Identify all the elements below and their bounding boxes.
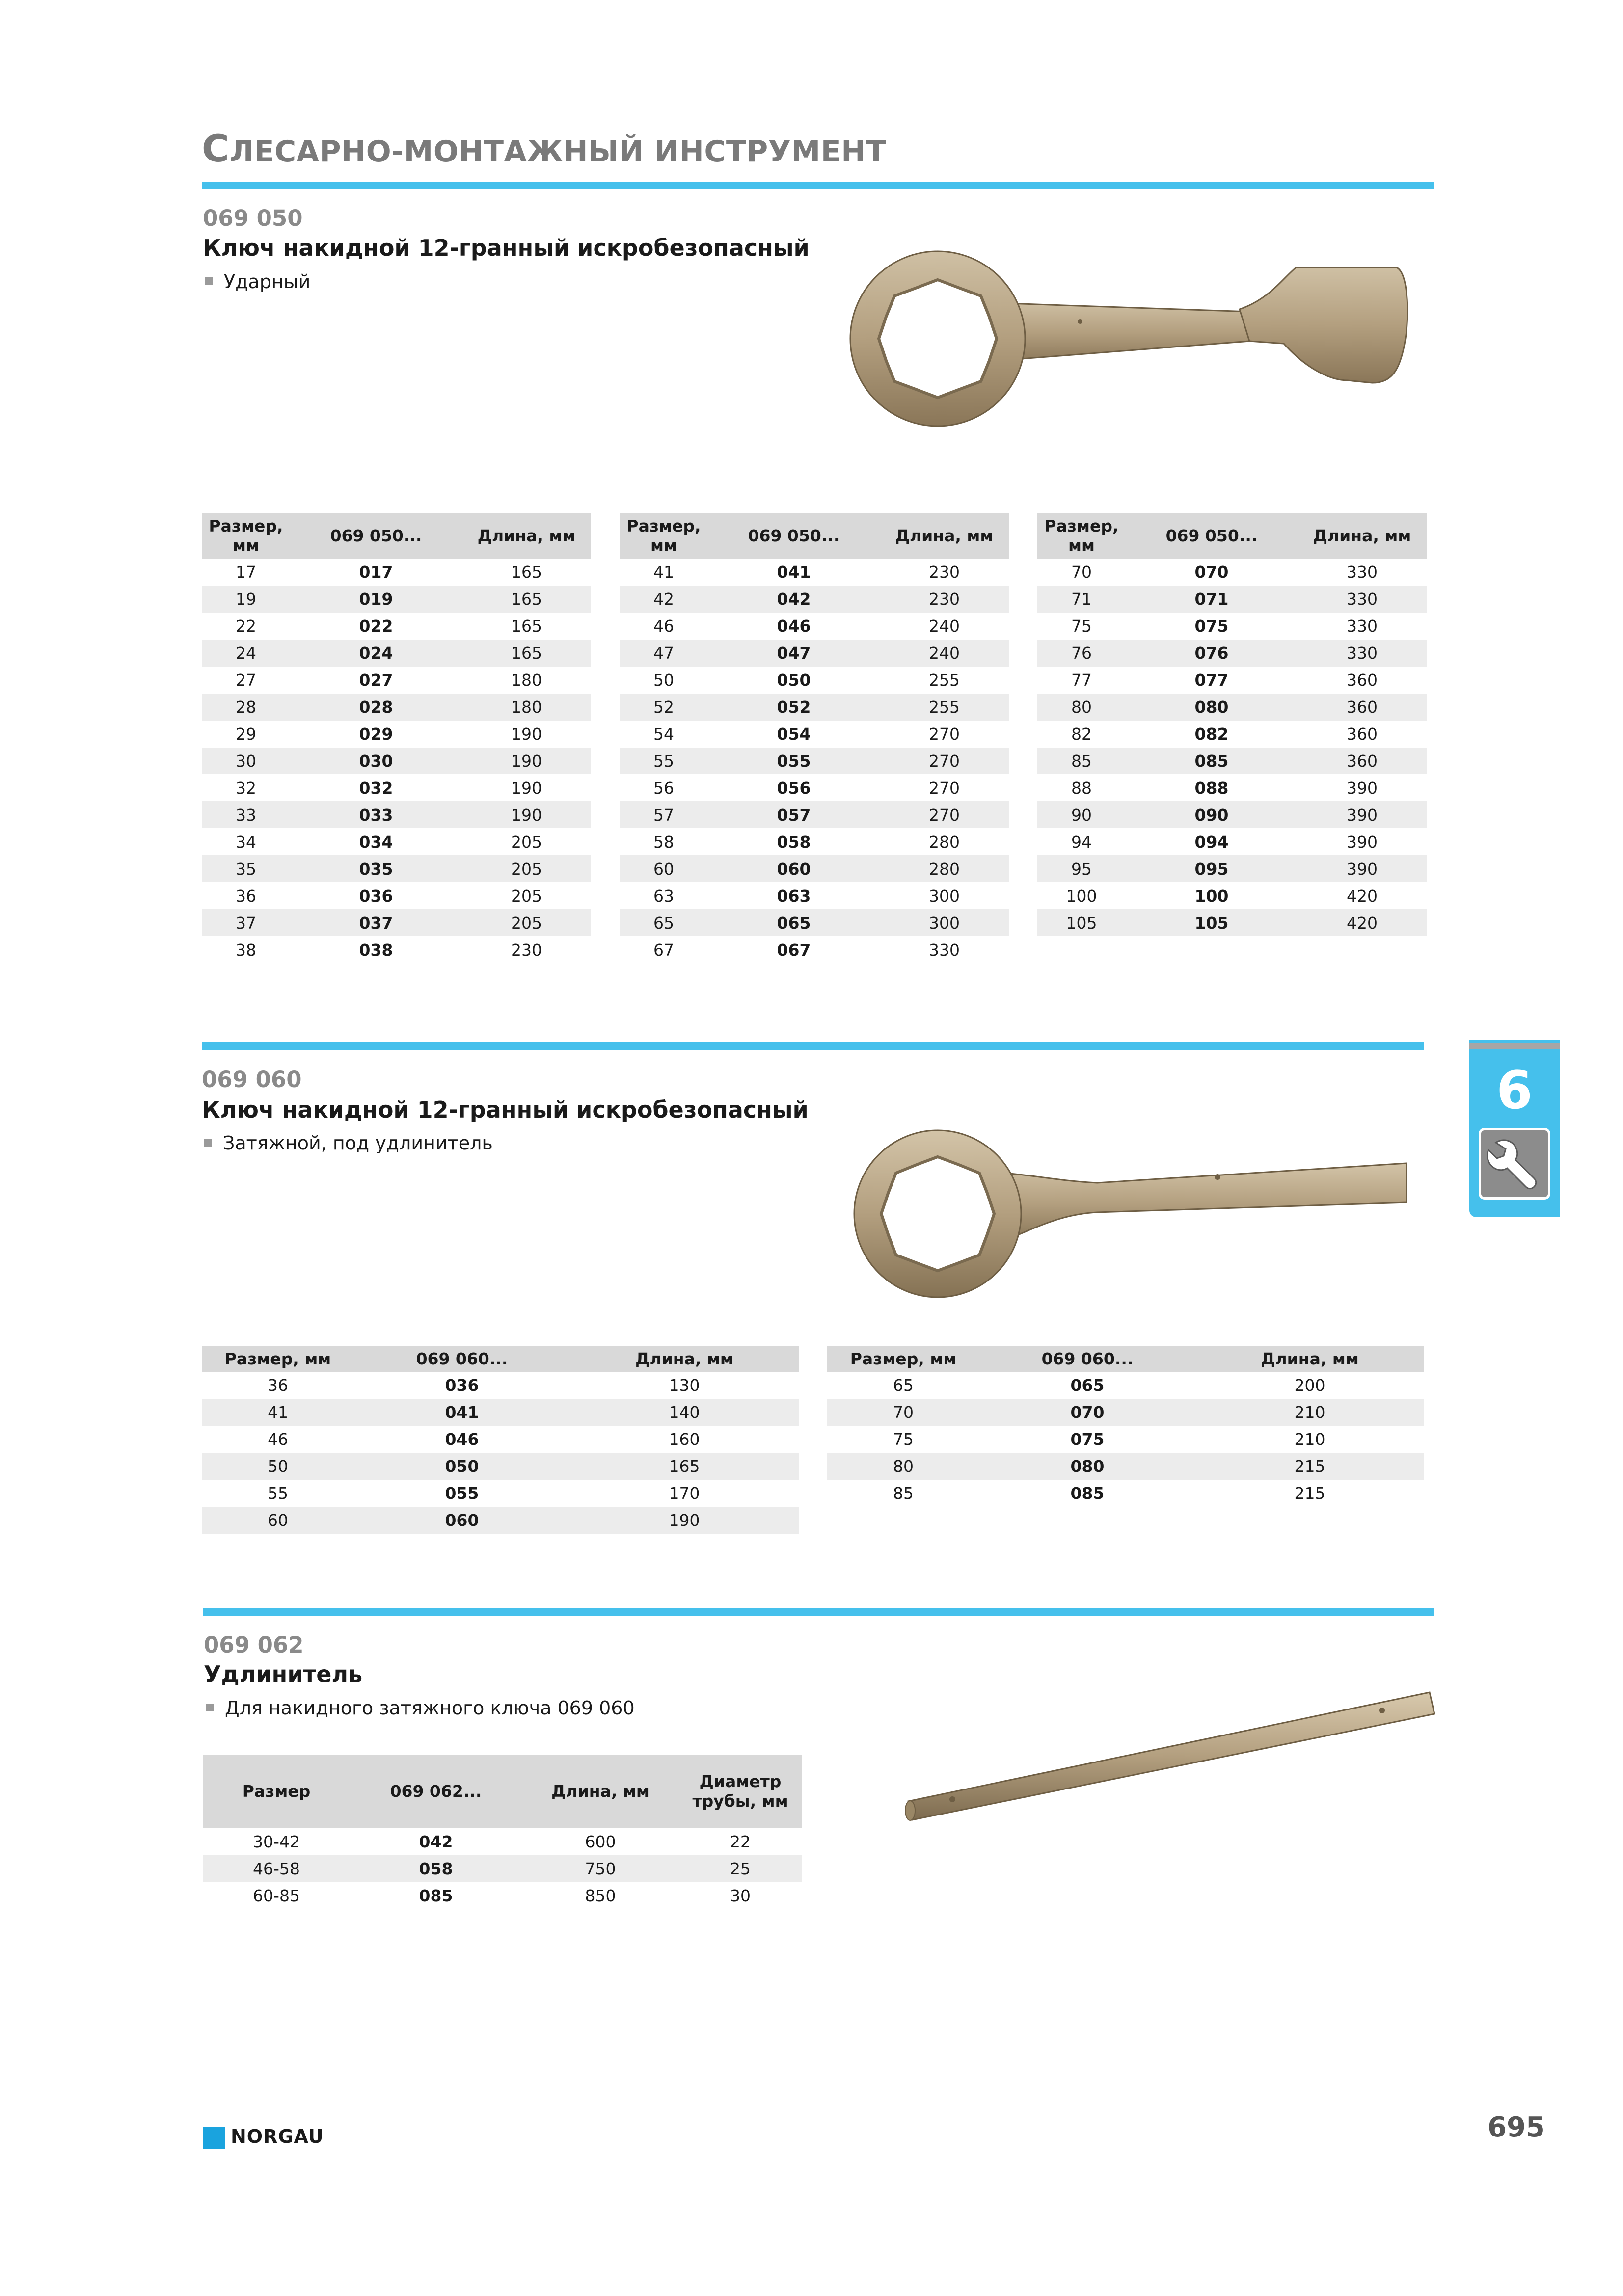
article-cell: 024: [290, 640, 462, 667]
length-cell: 215: [1195, 1453, 1424, 1480]
product-title: Ключ накидной 12-гранный искробезопасный: [202, 1096, 809, 1123]
article-cell: 041: [354, 1399, 570, 1426]
brand-logo-text: NORGAU: [231, 2126, 324, 2147]
article-cell: 063: [777, 886, 811, 906]
size-cell: 54: [653, 724, 674, 744]
table-row: [202, 936, 591, 963]
article-cell: 060: [708, 855, 880, 882]
tightening-wrench-image: [842, 1126, 1421, 1308]
table-row: [620, 667, 1009, 694]
length-cell: 205: [511, 886, 542, 906]
article-cell: 070: [979, 1399, 1195, 1426]
size-cell: 60: [202, 1507, 354, 1534]
size-cell: 77: [1071, 670, 1092, 690]
article-cell: 060: [354, 1507, 570, 1534]
length-cell: 165: [570, 1453, 799, 1480]
chapter-tab-topline: [1469, 1043, 1560, 1049]
article-cell: 050: [777, 670, 811, 690]
length-cell: 280: [880, 855, 1009, 882]
size-cell: 30-42: [253, 1832, 300, 1851]
length-cell: 390: [1347, 778, 1378, 798]
size-cell: 105: [1037, 909, 1126, 936]
product-feature: Затяжной, под удлинитель: [204, 1132, 493, 1154]
article-cell: 076: [1126, 640, 1298, 667]
length-cell: 200: [1294, 1376, 1325, 1395]
size-cell: 75: [1071, 616, 1092, 636]
table-row: [202, 586, 591, 613]
page-title: [202, 127, 886, 170]
column-header-article: 069 050...: [708, 513, 880, 559]
size-cell: 80: [827, 1453, 979, 1480]
column-header-length: Длина, мм: [1195, 1346, 1424, 1372]
product-feature: Для накидного затяжного ключа 069 060: [206, 1697, 635, 1719]
article-cell: 075: [1070, 1430, 1105, 1449]
size-cell: 17: [236, 562, 256, 582]
size-cell: 63: [653, 886, 674, 906]
size-cell: 36: [268, 1376, 288, 1395]
article-cell: 057: [708, 801, 880, 828]
striking-wrench-image: [842, 243, 1421, 429]
article-cell: 046: [777, 616, 811, 636]
column-header-article: 069 050...: [1126, 513, 1298, 559]
article-cell: 070: [1194, 562, 1229, 582]
column-header-size: Размер: [203, 1755, 350, 1828]
table-row: [620, 694, 1009, 721]
length-cell: 210: [1294, 1430, 1325, 1449]
length-cell: 850: [585, 1886, 616, 1905]
product-code: 069 062: [204, 1632, 304, 1658]
length-cell: 205: [462, 909, 591, 936]
article-cell: 037: [290, 909, 462, 936]
size-cell: 27: [236, 670, 256, 690]
table-row: [1037, 748, 1427, 774]
size-cell: 24: [202, 640, 290, 667]
size-cell: 60: [620, 855, 708, 882]
column-header-article: 069 060...: [979, 1346, 1195, 1372]
article-cell: 052: [708, 694, 880, 721]
table-row: [827, 1399, 1424, 1426]
table-row: [827, 1372, 1424, 1399]
size-cell: 50: [653, 670, 674, 690]
article-cell: 036: [445, 1376, 479, 1395]
length-cell: 240: [880, 640, 1009, 667]
length-cell: 390: [1347, 832, 1378, 852]
size-cell: 29: [236, 724, 256, 744]
table-row: [620, 936, 1009, 963]
article-cell: 036: [359, 886, 393, 906]
size-cell: 22: [236, 616, 256, 636]
section-divider: [202, 1042, 1424, 1050]
column-header-size: Размер, мм: [202, 1346, 354, 1372]
article-cell: 017: [359, 562, 393, 582]
table-row: [1037, 559, 1427, 586]
length-cell: 330: [1298, 640, 1427, 667]
table-row: [202, 1399, 799, 1426]
size-cell: 58: [653, 832, 674, 852]
table-row: [202, 559, 591, 586]
table-row: [202, 801, 591, 828]
length-cell: 255: [880, 694, 1009, 721]
length-cell: 190: [462, 748, 591, 774]
spec-table-069060-part1: [202, 1346, 799, 1534]
length-cell: 165: [462, 586, 591, 613]
table-row: [827, 1426, 1424, 1453]
article-cell: 028: [290, 694, 462, 721]
table-row: [203, 1882, 802, 1909]
table-row: [620, 586, 1009, 613]
length-cell: 165: [511, 616, 542, 636]
table-row: [620, 828, 1009, 855]
table-row: [202, 1426, 799, 1453]
size-cell: 67: [653, 940, 674, 960]
length-cell: 230: [929, 562, 960, 582]
article-cell: 042: [419, 1832, 453, 1851]
size-cell: 19: [202, 586, 290, 613]
table-row: [202, 667, 591, 694]
size-cell: 52: [620, 694, 708, 721]
length-cell: 165: [511, 562, 542, 582]
column-header-size: Размер, мм: [620, 513, 708, 559]
length-cell: 330: [929, 940, 960, 960]
table-row: [202, 613, 591, 640]
article-cell: 038: [359, 940, 393, 960]
table-row: [202, 909, 591, 936]
table-row: [1037, 640, 1427, 667]
spec-table-069050-part3: [1037, 513, 1427, 936]
spec-table-069050-part2: [620, 513, 1009, 963]
column-header-length: Длина, мм: [1298, 513, 1427, 559]
length-cell: 300: [929, 886, 960, 906]
table-row: [620, 855, 1009, 882]
length-cell: 240: [929, 616, 960, 636]
table-row: [203, 1855, 802, 1882]
size-cell: 80: [1037, 694, 1126, 721]
column-header-length: Длина, мм: [462, 513, 591, 559]
article-cell: 077: [1194, 670, 1229, 690]
size-cell: 41: [202, 1399, 354, 1426]
table-row: [202, 882, 591, 909]
length-cell: 270: [880, 801, 1009, 828]
article-cell: 032: [359, 778, 393, 798]
product-title: Ключ накидной 12-гранный искробезопасный: [203, 235, 810, 261]
size-cell: 100: [1066, 886, 1097, 906]
article-cell: 055: [445, 1484, 479, 1503]
length-cell: 255: [929, 670, 960, 690]
table-row: [1037, 613, 1427, 640]
column-header-article: 069 062...: [350, 1755, 522, 1828]
article-cell: 027: [359, 670, 393, 690]
size-cell: 30: [202, 748, 290, 774]
length-cell: 330: [1347, 562, 1378, 582]
size-cell: 88: [1071, 778, 1092, 798]
article-cell: 067: [777, 940, 811, 960]
size-cell: 75: [893, 1430, 914, 1449]
table-row: [1037, 882, 1427, 909]
length-cell: 280: [929, 832, 960, 852]
length-cell: 165: [462, 640, 591, 667]
length-cell: 390: [1298, 801, 1427, 828]
size-cell: 28: [202, 694, 290, 721]
size-cell: 60-85: [253, 1886, 300, 1905]
article-cell: 085: [1126, 748, 1298, 774]
length-cell: 270: [880, 748, 1009, 774]
column-header-size: Размер, мм: [1037, 513, 1126, 559]
size-cell: 85: [893, 1484, 914, 1503]
article-cell: 058: [350, 1855, 522, 1882]
size-cell: 56: [653, 778, 674, 798]
size-cell: 76: [1037, 640, 1126, 667]
size-cell: 94: [1071, 832, 1092, 852]
length-cell: 270: [929, 724, 960, 744]
article-cell: 088: [1194, 778, 1229, 798]
length-cell: 210: [1195, 1399, 1424, 1426]
table-row: [620, 801, 1009, 828]
length-cell: 190: [462, 801, 591, 828]
column-header-length: Длина, мм: [570, 1346, 799, 1372]
size-cell: 65: [620, 909, 708, 936]
table-row: [202, 1480, 799, 1507]
article-cell: 029: [359, 724, 393, 744]
table-row: [827, 1480, 1424, 1507]
article-cell: 035: [290, 855, 462, 882]
article-cell: 090: [1126, 801, 1298, 828]
table-row: [620, 721, 1009, 748]
table-row: [202, 828, 591, 855]
article-cell: 054: [777, 724, 811, 744]
table-row: [202, 748, 591, 774]
size-cell: 33: [202, 801, 290, 828]
size-cell: 57: [620, 801, 708, 828]
length-cell: 170: [669, 1484, 700, 1503]
size-cell: 46-58: [203, 1855, 350, 1882]
size-cell: 70: [827, 1399, 979, 1426]
table-row: [202, 1453, 799, 1480]
size-cell: 70: [1071, 562, 1092, 582]
length-cell: 190: [511, 724, 542, 744]
section-divider: [203, 1608, 1434, 1616]
article-cell: 085: [1070, 1484, 1105, 1503]
table-row: [620, 559, 1009, 586]
table-row: [620, 640, 1009, 667]
product-code: 069 050: [203, 205, 303, 231]
product-feature: Ударный: [205, 271, 310, 293]
length-cell: 130: [669, 1376, 700, 1395]
size-cell: 34: [236, 832, 256, 852]
table-row: [1037, 855, 1427, 882]
column-header-size: Размер, мм: [827, 1346, 979, 1372]
table-row: [202, 855, 591, 882]
diameter-cell: 25: [679, 1855, 802, 1882]
table-row: [202, 774, 591, 801]
table-row: [1037, 694, 1427, 721]
size-cell: 36: [236, 886, 256, 906]
article-cell: 080: [979, 1453, 1195, 1480]
size-cell: 71: [1037, 586, 1126, 613]
size-cell: 90: [1037, 801, 1126, 828]
table-row: [1037, 586, 1427, 613]
table-row: [620, 613, 1009, 640]
table-row: [620, 909, 1009, 936]
length-cell: 330: [1298, 586, 1427, 613]
table-row: [202, 640, 591, 667]
length-cell: 750: [522, 1855, 679, 1882]
size-cell: 47: [620, 640, 708, 667]
article-cell: 075: [1194, 616, 1229, 636]
article-cell: 019: [290, 586, 462, 613]
spec-table-069062: [203, 1755, 802, 1909]
length-cell: 360: [1347, 724, 1378, 744]
size-cell: 95: [1037, 855, 1126, 882]
size-cell: 82: [1071, 724, 1092, 744]
spec-table-069060-part2: [827, 1346, 1424, 1507]
article-cell: 055: [708, 748, 880, 774]
length-cell: 390: [1298, 855, 1427, 882]
size-cell: 46: [653, 616, 674, 636]
article-cell: 047: [708, 640, 880, 667]
article-cell: 058: [777, 832, 811, 852]
length-cell: 160: [669, 1430, 700, 1449]
article-cell: 042: [708, 586, 880, 613]
header-divider: [202, 182, 1434, 189]
length-cell: 190: [511, 778, 542, 798]
length-cell: 300: [880, 909, 1009, 936]
table-row: [827, 1453, 1424, 1480]
page-title-rest: ЛЕСАРНО-МОНТАЖНЫЙ ИНСТРУМЕНТ: [229, 134, 887, 169]
chapter-number: 6: [1496, 1060, 1533, 1121]
length-cell: 140: [570, 1399, 799, 1426]
table-row: [202, 1507, 799, 1534]
length-cell: 270: [929, 778, 960, 798]
table-row: [620, 748, 1009, 774]
brand-logo-mark: [203, 2127, 225, 2149]
length-cell: 330: [1347, 616, 1378, 636]
article-cell: 105: [1126, 909, 1298, 936]
extension-bar-image: [898, 1683, 1438, 1831]
length-cell: 360: [1298, 694, 1427, 721]
length-cell: 205: [462, 855, 591, 882]
length-cell: 420: [1347, 886, 1378, 906]
article-cell: 071: [1126, 586, 1298, 613]
table-row: [1037, 909, 1427, 936]
table-row: [1037, 667, 1427, 694]
table-row: [202, 694, 591, 721]
article-cell: 050: [354, 1453, 570, 1480]
size-cell: 32: [236, 778, 256, 798]
article-cell: 030: [290, 748, 462, 774]
length-cell: 190: [570, 1507, 799, 1534]
article-cell: 033: [290, 801, 462, 828]
article-cell: 065: [708, 909, 880, 936]
column-header-size: Размер, мм: [202, 513, 290, 559]
size-cell: 85: [1037, 748, 1126, 774]
table-row: [620, 774, 1009, 801]
diameter-cell: 30: [730, 1886, 751, 1905]
diameter-cell: 22: [730, 1832, 751, 1851]
table-row: [202, 1372, 799, 1399]
product-title: Удлинитель: [204, 1661, 363, 1687]
size-cell: 50: [202, 1453, 354, 1480]
table-row: [202, 721, 591, 748]
length-cell: 230: [880, 586, 1009, 613]
column-header-article: 069 060...: [354, 1346, 570, 1372]
size-cell: 55: [620, 748, 708, 774]
article-cell: 080: [1126, 694, 1298, 721]
size-cell: 55: [268, 1484, 288, 1503]
article-cell: 056: [777, 778, 811, 798]
size-cell: 41: [653, 562, 674, 582]
length-cell: 205: [511, 832, 542, 852]
column-header-length: Длина, мм: [522, 1755, 679, 1828]
length-cell: 180: [511, 670, 542, 690]
length-cell: 215: [1294, 1484, 1325, 1503]
size-cell: 65: [893, 1376, 914, 1395]
column-header-diameter: Диаметр трубы, мм: [679, 1755, 802, 1828]
wrench-icon: [1479, 1128, 1550, 1200]
size-cell: 46: [268, 1430, 288, 1449]
table-row: [620, 882, 1009, 909]
article-cell: 041: [777, 562, 811, 582]
article-cell: 094: [1194, 832, 1229, 852]
length-cell: 420: [1298, 909, 1427, 936]
size-cell: 38: [236, 940, 256, 960]
table-row: [1037, 828, 1427, 855]
length-cell: 230: [511, 940, 542, 960]
article-cell: 046: [445, 1430, 479, 1449]
article-cell: 034: [359, 832, 393, 852]
article-cell: 022: [359, 616, 393, 636]
page-number: 695: [1488, 2111, 1545, 2143]
length-cell: 600: [585, 1832, 616, 1851]
article-cell: 065: [1070, 1376, 1105, 1395]
table-row: [1037, 721, 1427, 748]
table-row: [203, 1828, 802, 1855]
product-code: 069 060: [202, 1067, 302, 1093]
article-cell: 100: [1194, 886, 1229, 906]
length-cell: 180: [462, 694, 591, 721]
spec-table-069050-part1: [202, 513, 591, 963]
length-cell: 360: [1298, 748, 1427, 774]
length-cell: 360: [1347, 670, 1378, 690]
table-row: [1037, 801, 1427, 828]
column-header-article: 069 050...: [290, 513, 462, 559]
size-cell: 42: [620, 586, 708, 613]
table-row: [1037, 774, 1427, 801]
article-cell: 095: [1126, 855, 1298, 882]
column-header-length: Длина, мм: [880, 513, 1009, 559]
size-cell: 37: [202, 909, 290, 936]
article-cell: 085: [419, 1886, 453, 1905]
article-cell: 082: [1194, 724, 1229, 744]
page-title-initial: С: [202, 127, 230, 170]
size-cell: 35: [202, 855, 290, 882]
